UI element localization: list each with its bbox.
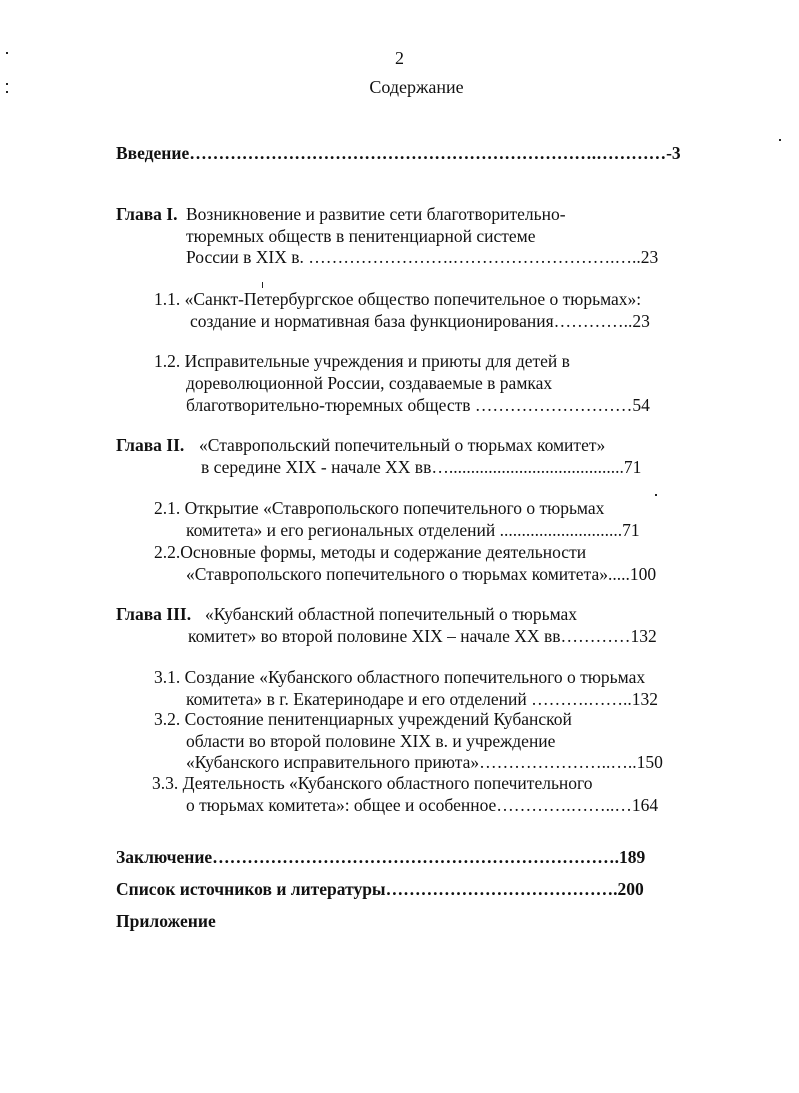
- toc-s1-1-line1: 1.1. «Санкт-Петербургское общество попечительное о тюрьмах»:: [154, 289, 642, 309]
- toc-s2-1-line1: 2.1. Открытие «Ставропольского попечительного о тюрьмах: [154, 498, 605, 518]
- toc-s3-2-line1: 3.2. Состояние пенитенциарных учреждений Кубанской: [154, 709, 572, 729]
- toc-s3-1-line1: 3.1. Создание «Кубанского областного попечительного о тюрьмах: [154, 667, 646, 687]
- toc-ch2-line1: «Ставропольский попечительный о тюрьмах комитет»: [199, 435, 606, 455]
- scan-speck: [6, 91, 8, 93]
- toc-ch2-line2: в середине XIX - начале XX вв…........................................71: [201, 457, 642, 477]
- toc-s3-3-line1: 3.3. Деятельность «Кубанского областного попечительного: [152, 773, 593, 793]
- page-title: Содержание: [369, 77, 464, 97]
- toc-ch3-line2: комитет» во второй половине XIX – начале XX вв…………132: [188, 626, 657, 646]
- toc-s3-1-line2: комитета» в г. Екатеринодаре и его отделений ……….……..132: [186, 689, 659, 709]
- page-number: 2: [395, 48, 404, 68]
- toc-ch1-line1: Возникновение и развитие сети благотворительно-: [186, 204, 566, 224]
- scan-speck: [779, 139, 781, 141]
- toc-s1-2-line1: 1.2. Исправительные учреждения и приюты для детей в: [154, 351, 570, 371]
- toc-s1-1-line2: создание и нормативная база функционирования…………..23: [190, 311, 650, 331]
- toc-appendix: Приложение: [116, 911, 216, 931]
- toc-ch2-label: Глава II.: [116, 435, 185, 455]
- toc-s3-3-line2: о тюрьмах комитета»: общее и особенное………….……..…164: [186, 795, 659, 815]
- toc-sources: Список источников и литературы………………………………….200: [116, 879, 644, 899]
- toc-ch3-line1: «Кубанский областной попечительный о тюрьмах: [205, 604, 578, 624]
- toc-s1-2-line2: дореволюционной России, создаваемые в рамках: [186, 373, 553, 393]
- scan-speck: [262, 282, 263, 288]
- toc-conclusion: Заключение…………………………………………………………….189: [116, 847, 646, 867]
- scan-speck: [6, 52, 8, 54]
- toc-ch1-line3: России в XIX в. …………………….……………………….…..23: [186, 247, 659, 267]
- toc-s2-2-line2: «Ставропольского попечительного о тюрьмах комитета».....100: [186, 564, 657, 584]
- scan-speck: [655, 494, 657, 496]
- toc-ch1-line2: тюремных обществ в пенитенциарной системе: [186, 226, 536, 246]
- toc-intro: Введение…………………………………………………………….…………-3: [116, 143, 681, 163]
- toc-s1-2-line3: благотворительно-тюремных обществ ………………………54: [186, 395, 650, 415]
- toc-s3-2-line3: «Кубанского исправительного приюта»…………………..…..150: [186, 752, 663, 772]
- toc-s2-1-line2: комитета» и его региональных отделений ............................71: [186, 520, 640, 540]
- scan-speck: [6, 83, 8, 85]
- toc-ch3-label: Глава III.: [116, 604, 192, 624]
- toc-ch1-label: Глава I.: [116, 204, 178, 224]
- toc-s2-2-line1: 2.2.Основные формы, методы и содержание деятельности: [154, 542, 587, 562]
- toc-s3-2-line2: области во второй половине XIX в. и учреждение: [186, 731, 556, 751]
